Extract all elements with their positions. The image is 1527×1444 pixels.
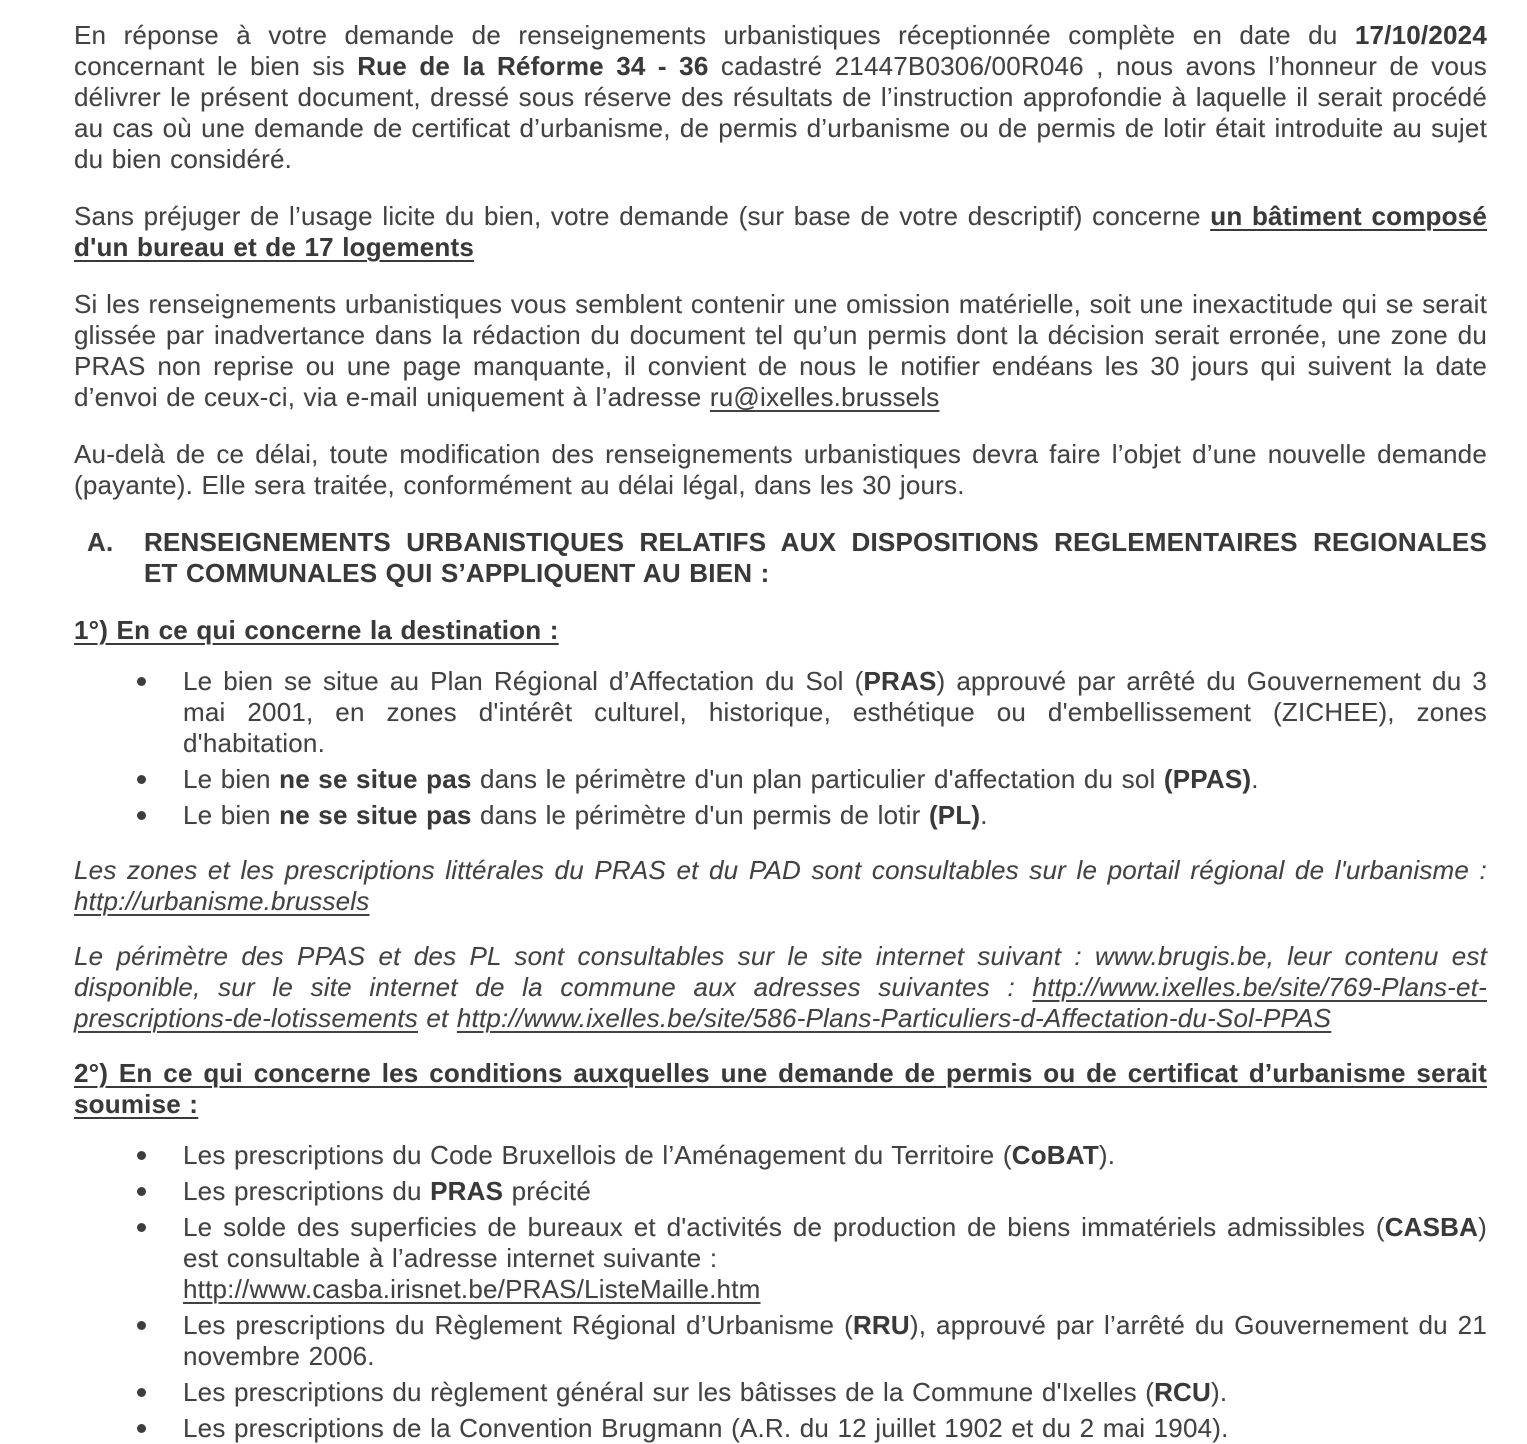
delay-notice-paragraph [74,439,1487,501]
list-item [183,1140,1487,1171]
text-run: (PPAS) [1163,764,1252,794]
section-a-heading [87,527,1487,589]
section-a-title [144,527,1487,589]
text-run: Sans préjuger de l’usage licite du bien, votre demande (sur base de votre descriptif) concerne [74,201,1211,231]
omission-notice-paragraph [74,289,1487,413]
request-subject-paragraph [74,201,1487,263]
text-run: Les prescriptions de la Convention Brugmann (A.R. du 12 juillet 1902 et du 2 mai 1904). [183,1413,1229,1443]
subsection-1-heading [74,615,1487,646]
intro-paragraph [74,20,1487,175]
link-urbanisme-brussels[interactable]: http://urbanisme.brussels [74,886,370,916]
list-item [183,1176,1487,1207]
subsection-2-heading [74,1058,1487,1120]
pras-pad-note [74,855,1487,917]
text-run: ne se situe pas [279,800,472,830]
text-run: Les prescriptions du Règlement Régional d’Urbanisme ( [183,1310,853,1340]
text-run: Les prescriptions du règlement général sur les bâtisses de la Commune d'Ixelles ( [183,1377,1155,1407]
text-run: ) approuvé par arrêté du Gouvernement du 3 mai 2001, en zones d'intérêt culturel, historique, esthétique ou d'embellissement (ZICHEE), zones d'habitation. [183,666,1487,758]
list-item [183,1310,1487,1372]
text-run: 2°) En ce qui concerne les conditions auxquelles une demande de permis ou de certificat d’urbanisme serait soumise : [74,1058,1487,1119]
text-run: ), approuvé par l’arrêté du Gouvernement du 21 novembre 2006. [183,1310,1487,1371]
text-run: RRU [852,1310,910,1340]
link-casba-listemaille[interactable]: http://www.casba.irisnet.be/PRAS/ListeMaille.htm [183,1274,761,1304]
text-run: Au-delà de ce délai, toute modification des renseignements urbanistiques devra faire l’objet d’une nouvelle demande (payante). Elle sera traitée, conformément au délai légal, dans les 30 jours. [74,439,1487,500]
text-run: ). [1098,1140,1116,1170]
list-item [183,764,1487,795]
text-run: CASBA [1384,1212,1479,1242]
list-item [183,800,1487,831]
text-run: Le bien [183,800,280,830]
text-run: dans le périmètre d'un permis de lotir [471,800,929,830]
text-run: 1°) En ce qui concerne la destination : [74,615,559,645]
text-run: Le bien se situe au Plan Régional d’Affectation du Sol ( [183,666,864,696]
text-run: un bâtiment composé d'un bureau et de 17 logements [74,201,1487,262]
list-item [183,1413,1487,1444]
destination-list [74,666,1487,831]
text-run: RENSEIGNEMENTS URBANISTIQUES RELATIFS AUX DISPOSITIONS REGLEMENTAIRES REGIONALES ET COMMUNALES QUI S’APPLIQUENT AU BIEN : [144,527,1487,588]
section-a-label: A. [87,527,114,557]
text-run: (PL) [928,800,981,830]
text-run: PRAS [430,1176,504,1206]
text-run: Rue de la Réforme 34 - 36 [357,51,709,81]
text-run: CoBAT [1011,1140,1099,1170]
text-run: cadastré 21447B0306/00R046 , nous avons l’honneur de vous délivrer le présent document, dressé sous réserve des résultats de l’instruction approfondie à laquelle il serait procédé au cas où une demande de certificat d’urbanisme, de permis d’urbanisme ou de permis de lotir était introduite au sujet du bien considéré. [74,51,1487,174]
text-run: Les prescriptions du [183,1176,431,1206]
text-run: concernant le bien sis [74,51,358,81]
link-email-ru-ixelles[interactable]: ru@ixelles.brussels [709,382,940,412]
conditions-list [74,1140,1487,1444]
text-run: RCU [1154,1377,1212,1407]
text-run: Le bien [183,764,280,794]
text-run: . [1251,764,1259,794]
list-item [183,666,1487,759]
text-run: . [980,800,988,830]
text-run: Les zones et les prescriptions littérales du PRAS et du PAD sont consultables sur le portail régional de l'urbanisme : [74,855,1487,885]
text-run: Les prescriptions du Code Bruxellois de l’Aménagement du Territoire ( [183,1140,1012,1170]
ppas-pl-note [74,941,1487,1034]
text-run: ). [1211,1377,1228,1407]
list-item [183,1212,1487,1305]
text-run: Le périmètre des PPAS et des PL sont consultables sur le site internet suivant : www.brugis.be, leur contenu est disponible, sur le site internet de la commune aux adresses suivantes : [74,941,1487,1002]
text-run: précité [503,1176,592,1206]
text-run: ne se situe pas [279,764,472,794]
text-run: dans le périmètre d'un plan particulier d'affectation du sol [471,764,1164,794]
text-run: Si les renseignements urbanistiques vous semblent contenir une omission matérielle, soit une inexactitude qui se serait glissée par inadvertance dans la rédaction du document tel qu’un permis dont la décision serait erronée, une zone du PRAS non reprise ou une page manquante, il convient de nous le notifier endéans les 30 jours qui suivent la date d’envoi de ceux-ci, via e-mail uniquement à l’adresse [74,289,1487,412]
text-run: En réponse à votre demande de renseignements urbanistiques réceptionnée complète en date du [74,20,1355,50]
link-ixelles-plans-769[interactable]: http://www.ixelles.be/site/769-Plans-et-prescriptions-de-lotissements [74,972,1487,1033]
text-run: Le solde des superficies de bureaux et d'activités de production de biens immatériels admissibles ( [183,1212,1385,1242]
list-item [183,1377,1487,1408]
text-run: et [417,1003,457,1033]
text-run: ) est consultable à l’adresse internet suivante : [183,1212,1487,1273]
link-ixelles-ppas-586[interactable]: http://www.ixelles.be/site/586-Plans-Particuliers-d-Affectation-du-Sol-PPAS [456,1003,1332,1033]
text-run: 17/10/2024 [1354,20,1487,50]
text-run: PRAS [863,666,937,696]
